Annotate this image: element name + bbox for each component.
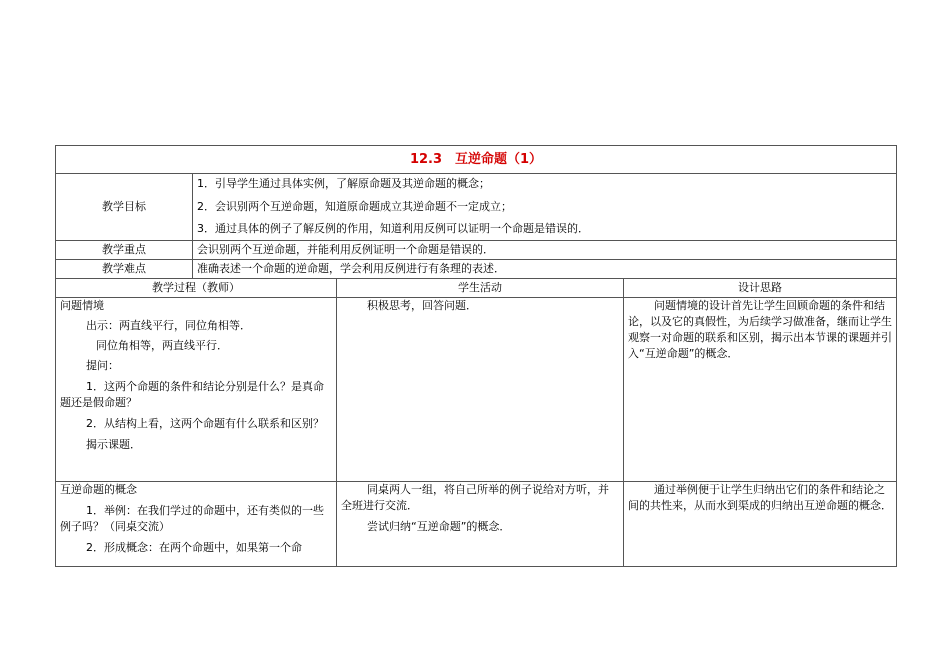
goal-item: 2．会识别两个互逆命题，知道原命题成立其逆命题不一定成立； [197,200,512,213]
lesson-plan-table [55,145,897,567]
lesson-title: 12.3 互逆命题（1） [56,146,897,174]
student-activity: 尝试归纳“互逆命题”的概念． [367,520,511,533]
section1-design [624,298,897,482]
section1-teacher [56,298,337,482]
difficulty-text: 准确表述一个命题的逆命题，学会利用反例进行有条理的表述． [193,260,897,279]
lesson-plan-document [55,145,896,571]
design-rationale: 通过举例便于让学生归纳出它们的条件和结论之间的共性来，从而水到渠成的归纳出互逆命题的概念． [628,483,892,512]
section-heading: 问题情境 [60,299,104,312]
student-activity: 同桌两人一组，将自己所举的例子说给对方听，并全班进行交流． [341,483,609,512]
design-rationale: 问题情境的设计首先让学生回顾命题的条件和结论，以及它的真假性，为后续学习做准备，继而让学生观察一对命题的联系和区别，揭示出本节课的课题并引入“互逆命题”的概念． [628,299,892,360]
teacher-line: 提问： [86,359,119,372]
teacher-line: 2．形成概念：在两个命题中，如果第一个命 [86,541,302,554]
teacher-line: 揭示课题． [86,438,141,451]
column-header-teacher: 教学过程（教师） [56,279,337,298]
section2-design [624,482,897,567]
key-point-text: 会识别两个互逆命题，并能利用反例证明一个命题是错误的． [193,241,897,260]
teacher-line: 同位角相等，两直线平行． [96,339,228,352]
section2-teacher [56,482,337,567]
column-header-design: 设计思路 [624,279,897,298]
teacher-line: 出示：两直线平行，同位角相等． [86,319,251,332]
teacher-line: 1．举例：在我们学过的命题中，还有类似的一些例子吗？（同桌交流） [60,504,324,533]
question-item: 2．从结构上看，这两个命题有什么联系和区别？ [86,417,324,430]
goals-content [193,174,897,241]
question-item: 1．这两个命题的条件和结论分别是什么？是真命题还是假命题？ [60,380,324,409]
goals-label: 教学目标 [56,174,193,241]
section2-student [337,482,624,567]
goal-item: 3．通过具体的例子了解反例的作用，知道利用反例可以证明一个命题是错误的． [197,222,589,235]
student-activity: 积极思考，回答问题． [367,299,477,312]
section-heading: 互逆命题的概念 [60,483,137,496]
goal-item: 1．引导学生通过具体实例，了解原命题及其逆命题的概念； [197,177,490,190]
key-point-label: 教学重点 [56,241,193,260]
difficulty-label: 教学难点 [56,260,193,279]
column-header-student: 学生活动 [337,279,624,298]
section1-student [337,298,624,482]
